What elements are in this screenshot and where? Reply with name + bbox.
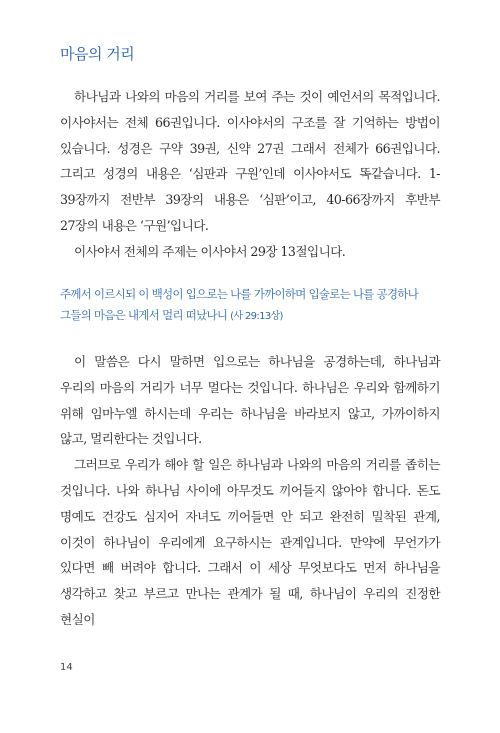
section-title: 마음의 거리 [60, 45, 135, 63]
scripture-quote [60, 284, 440, 327]
paragraph: 이 말씀은 다시 말하면 입으로는 하나님을 공경하는데, 하나님과 우리의 마음의 거리가 너무 멀다는 것입니다. 하나님은 우리와 함께하기 위해 임마누엘 하시는데 우리는 하나님을 바라보지 않고, 가까이하지 않고, 멀리한다는 것입니다. [60, 354, 440, 447]
page-number: 14 [60, 662, 73, 673]
body-text-bottom [60, 349, 440, 633]
paragraph: 그러므로 우리가 해야 할 일은 하나님과 나와의 마음의 거리를 좁히는 것입니다. 나와 하나님 사이에 아무것도 끼어들지 않아야 합니다. 돈도 명예도 건강도 심지어 자녀도 끼어들면 안 되고 완전히 밀착된 관계, 이것이 하나님이 우리에게 요구하시는 관계입니다. 만약에 무언가가 있다면 빼 버려야 합니다. 그래서 이 세상 무엇보다도 먼저 하나님을 생각하고 찾고 부르고 만나는 관계가 될 때, 하나님이 우리의 진정한 현실이 [60, 457, 440, 627]
quote-text: 주께서 이르시되 이 백성이 입으로는 나를 가까이하며 입술로는 나를 공경하나 그들의 마음은 내게서 멀리 떠났나니 [60, 287, 419, 322]
paragraph: 이사야서 전체의 주제는 이사야서 29장 13절입니다. [74, 243, 346, 259]
body-text-top [60, 84, 440, 265]
paragraph: 하나님과 나와의 마음의 거리를 보여 주는 것이 예언서의 목적입니다. 이사야서는 전체 66권입니다. 이사야서의 구조를 잘 기억하는 방법이 있습니다. 성경은 구약 39권, 신약 27권 그래서 전체가 66권입니다. 그리고 성경의 내용은 ‘심판과 구원’인데 이사야서도 똑같습니다. 1-39장까지 전반부 39장의 내용은 ‘심판’이고, 40-66장까지 후반부 27장의 내용은 ‘구원’입니다. [60, 89, 440, 233]
quote-reference: (사 29:13상) [230, 310, 283, 322]
